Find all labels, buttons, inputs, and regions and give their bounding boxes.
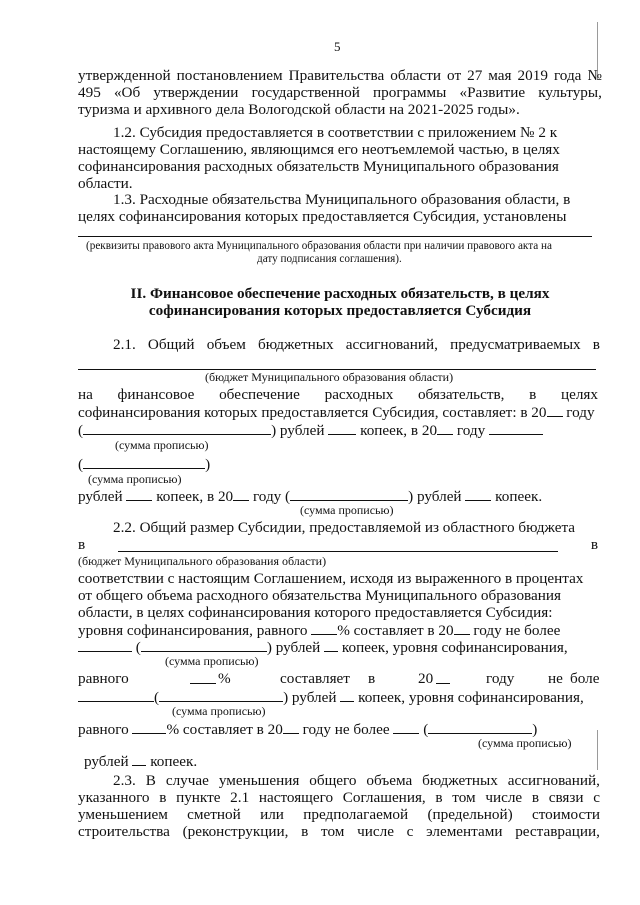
paragraph-line: настоящему Соглашению, являющимся его неотъемлемой частью, в целях [78, 141, 560, 158]
paragraph-line [84, 752, 197, 770]
paragraph-line: области, в целях софинансирования которого предоставляется Субсидия: [78, 604, 553, 621]
fill-blank[interactable] [428, 720, 532, 734]
paragraph-line: от общего объема расходного обязательства Муниципального образования [78, 587, 562, 604]
fill-blank[interactable] [328, 421, 356, 435]
fill-blank[interactable] [233, 487, 249, 501]
fill-blank[interactable] [393, 720, 419, 734]
paragraph-line: области. [78, 175, 133, 192]
fill-blank[interactable] [83, 421, 271, 435]
word: или [260, 806, 284, 823]
text-span: % составляет в 20 [337, 622, 454, 639]
word: года [553, 67, 582, 84]
paragraph-line [78, 806, 600, 823]
fill-blank[interactable] [132, 752, 146, 766]
fill-blank[interactable] [290, 487, 408, 501]
budget-fill-line [118, 551, 558, 552]
text-span: рублей [84, 753, 129, 770]
text-span: в [368, 670, 376, 687]
paragraph-line [78, 688, 584, 706]
text-span: ) рублей [408, 488, 462, 505]
requisites-caption: (реквизиты правового акта Муниципального образования области при наличии правового акта на [86, 240, 552, 252]
word: «Развитие [459, 84, 526, 101]
word: ассигнований, [507, 772, 600, 789]
word: области [390, 67, 442, 84]
word: 2.1 [230, 789, 250, 806]
word: (предельной) [427, 806, 513, 823]
fill-blank[interactable] [190, 670, 216, 684]
page-number: 5 [334, 39, 341, 54]
text-span: году не более [302, 721, 390, 738]
paragraph-line: 1.2. Субсидия предоставляется в соответствии с приложением № 2 к [113, 124, 558, 141]
word: в [435, 789, 443, 806]
word: строительства [78, 823, 170, 840]
text-span: копеек, уровня софинансирования, [341, 639, 568, 656]
fill-blank[interactable] [324, 638, 338, 652]
word: государственной [251, 84, 360, 101]
word: постановлением [176, 67, 283, 84]
paragraph-line: 1.3. Расходные обязательства Муниципального образования области, в [113, 191, 571, 208]
fill-blank[interactable] [311, 621, 337, 635]
word: предусматриваемых [450, 336, 581, 353]
text-span: году [456, 422, 486, 439]
section-heading: II. Финансовое обеспечение расходных обязательств, в целях [130, 285, 550, 302]
paragraph-line: целях софинансирования которых предоставляется Субсидия, установлены [78, 208, 567, 225]
paragraph-line [78, 84, 602, 101]
paragraph-line: туризма и архивного дела Вологодской области на 2021-2025 годы». [78, 101, 520, 118]
word: в [592, 336, 600, 353]
word: числе [485, 789, 523, 806]
text-span: в [78, 536, 86, 553]
word: 27 [467, 67, 483, 84]
text-span: ) рублей [271, 422, 325, 439]
paragraph-line [78, 455, 210, 473]
text-span: копеек, уровня софинансирования, [358, 689, 584, 706]
budget-caption: (бюджет Муниципального образования области) [78, 554, 327, 568]
paragraph-line [113, 772, 600, 789]
sum-caption: (сумма прописью) [300, 503, 394, 517]
text-span: копеек. [150, 753, 198, 770]
fill-blank[interactable] [465, 487, 491, 501]
fill-blank[interactable] [340, 688, 354, 702]
word: Соглашения, [342, 789, 426, 806]
word: случае [165, 772, 209, 789]
word: в [531, 789, 540, 806]
word: сметной [187, 806, 241, 823]
word: объем [206, 336, 246, 353]
sum-caption: (сумма прописью) [165, 654, 259, 668]
word: связи [548, 789, 584, 806]
word: № [587, 67, 602, 84]
text-span: году [566, 404, 595, 421]
word: элементами [426, 823, 503, 840]
text-span: ( [154, 689, 160, 706]
text-span: равного [78, 670, 129, 687]
text-span: ) [532, 721, 538, 738]
word: указанного [78, 789, 150, 806]
text-span: ( [78, 456, 84, 473]
word: культуры, [538, 84, 602, 101]
word: 2019 [517, 67, 548, 84]
word: уменьшения [218, 772, 300, 789]
paragraph-line [78, 720, 537, 738]
sum-caption: (сумма прописью) [115, 438, 209, 452]
word: на [78, 386, 93, 403]
paragraph-line [78, 789, 600, 806]
word: утверждении [153, 84, 239, 101]
requisites-fill-line [78, 236, 592, 237]
word: бюджетных [257, 336, 334, 353]
word: бюджетных [422, 772, 498, 789]
word: в [159, 789, 167, 806]
word: 495 [78, 84, 101, 101]
fill-blank[interactable] [78, 688, 154, 702]
fill-blank[interactable] [83, 455, 205, 469]
word: общего [309, 772, 357, 789]
paragraph-line [78, 403, 595, 421]
word: расходных [324, 386, 394, 403]
word: ассигнований, [345, 336, 438, 353]
word: стоимости [532, 806, 600, 823]
fill-blank[interactable] [141, 638, 267, 652]
word: утвержденной [78, 67, 171, 84]
text-span: году [486, 670, 515, 687]
requisites-caption: дату подписания соглашения). [257, 253, 402, 265]
text-span: равного [78, 721, 129, 738]
word: числе [357, 823, 394, 840]
paragraph-line: соответствии с настоящим Соглашением, исходя из выраженного в процентах [78, 570, 584, 587]
paragraph-line [78, 421, 543, 439]
right-margin-line-bottom [597, 730, 598, 770]
word: в [529, 386, 537, 403]
fill-blank[interactable] [547, 403, 563, 417]
text-span: ( [78, 422, 84, 439]
text-span: 20 [418, 670, 434, 687]
fill-blank[interactable] [159, 688, 283, 702]
text-span: году не более [473, 622, 561, 639]
text-span: году ( [252, 488, 291, 505]
text-span: ) рублей [283, 689, 337, 706]
word: (реконструкции, [182, 823, 289, 840]
paragraph-line [78, 823, 600, 840]
word: предполагаемой [303, 806, 409, 823]
text-span: боле [570, 670, 600, 687]
word: от [447, 67, 462, 84]
budget-caption: (бюджет Муниципального образования области) [205, 370, 454, 384]
fill-blank[interactable] [126, 487, 152, 501]
word: В [145, 772, 156, 789]
text-span: софинансирования которых предоставляется Субсидия, составляет: в 20 [78, 404, 547, 421]
word: с [593, 789, 600, 806]
text-span: ( [423, 721, 429, 738]
text-span: % составляет в 20 [166, 721, 283, 738]
word: Правительства [288, 67, 385, 84]
text-span: составляет [280, 670, 350, 687]
word: 2.1. [113, 336, 136, 353]
word: том [452, 789, 476, 806]
word: реставрации, [515, 823, 600, 840]
word: целях [560, 386, 598, 403]
word: с [406, 823, 414, 840]
fill-blank[interactable] [132, 720, 166, 734]
text-span: копеек, в 20 [360, 422, 438, 439]
text-span: в [590, 536, 598, 553]
fill-blank[interactable] [454, 621, 470, 635]
section-heading: софинансирования которых предоставляется Субсидия [148, 302, 532, 319]
paragraph-line [78, 67, 602, 84]
word: пункте [176, 789, 221, 806]
word: финансовое [117, 386, 195, 403]
word: 2.3. [113, 772, 136, 789]
word: обязательств, [417, 386, 505, 403]
paragraph-line [78, 621, 560, 639]
paragraph-line: 2.2. Общий размер Субсидии, предоставляемой из областного бюджета [113, 519, 576, 536]
fill-blank[interactable] [436, 670, 450, 684]
text-span: уровня софинансирования, равного [78, 622, 308, 639]
paragraph-line [78, 638, 568, 656]
word: мая [488, 67, 512, 84]
word: том [321, 823, 345, 840]
paragraph-line [78, 386, 598, 403]
text-span: ) [205, 456, 211, 473]
text-span: ) рублей [266, 639, 321, 656]
fill-blank[interactable] [78, 638, 132, 652]
sum-caption: (сумма прописью) [172, 704, 266, 718]
text-span: копеек, в 20 [156, 488, 234, 505]
word: программы [373, 84, 447, 101]
fill-blank[interactable] [283, 720, 299, 734]
paragraph-line: софинансирования расходных обязательств Муниципального образования [78, 158, 559, 175]
word: в [301, 823, 309, 840]
sum-caption: (сумма прописью) [88, 472, 182, 486]
text-span: не [548, 670, 563, 687]
word: обеспечение [219, 386, 300, 403]
word: «Об [113, 84, 141, 101]
word: объема [366, 772, 413, 789]
text-span: ( [135, 639, 141, 656]
text-span: рублей [78, 488, 123, 505]
word: Общий [147, 336, 195, 353]
word: настоящего [258, 789, 334, 806]
fill-blank[interactable] [437, 421, 453, 435]
sum-caption: (сумма прописью) [478, 736, 572, 750]
paragraph-line [113, 336, 600, 353]
fill-blank[interactable] [489, 421, 543, 435]
text-span: копеек. [495, 488, 543, 505]
word: уменьшением [78, 806, 168, 823]
text-span: % [218, 670, 231, 687]
